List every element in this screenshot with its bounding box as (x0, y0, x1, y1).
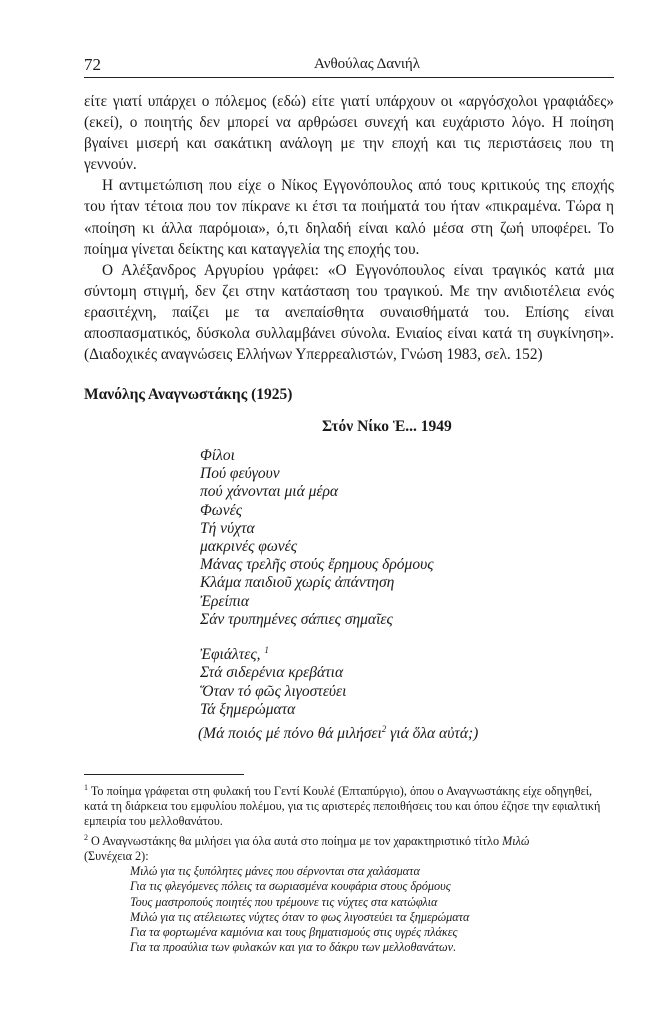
quote-line: Για τα φορτωμένα καμιόνια και τους βηματισμούς στις υγρές πλάκες (130, 924, 458, 939)
footnote-poem-title: Μιλώ (502, 833, 530, 848)
footnote-source: (Συνέχεια 2): (84, 848, 149, 863)
running-head: Ανθούλας Δανιήλ (314, 56, 421, 72)
poem-line: Φίλοι (200, 447, 235, 464)
poem-line: Τά ξημερώματα (200, 700, 296, 718)
footnote-text: Ο Αναγνωστάκης θα μιλήσει για όλα αυτά στο ποίημα με τον χαρακτηριστικό τίτλο (88, 833, 503, 848)
footnote-2 (84, 830, 614, 864)
poem-line: μακρινές φωνές (200, 538, 298, 556)
paragraph: Η αντιμετώπιση που είχε ο Νίκος Εγγονόπουλος από τους κριτικούς της εποχής του ήταν τέτοια που τον πίκρανε κι έτσι τα ποιήματά του ήταν «πικραμένα. Τώρα η «ποίηση κι άλλα παρόμοια», ό,τι δηλαδή είναι καλό μέσα στη ζωή υποφέρει. Το ποίημα γίνεται δείκτης και καταγγελία της εποχής του. (84, 177, 614, 258)
poem-stanza (200, 447, 433, 629)
footnote-quote (130, 864, 614, 955)
quote-line: Τους μαστροπούς ποιητές που τρέμουνε τις νύχτες στα κατώφλια (130, 894, 438, 909)
quote-line: Μιλώ για τις ατέλειωτες νύχτες όταν το φως λιγοστεύει τα ξημερώματα (130, 909, 470, 924)
poem-title: Στόν Νίκο Ἑ... 1949 (322, 418, 452, 435)
body-text (84, 91, 614, 365)
poem-line-text: Ἐφιάλτες, (200, 646, 261, 664)
quote-line: Μιλώ για τις ξυπόλητες μάνες που σέρνονται στα χαλάσματα (130, 864, 420, 879)
quote-line: Για τις φλεγόμενες πόλεις τα σωριασμένα κουφάρια στους δρόμους (130, 879, 451, 894)
poem-line (200, 641, 346, 664)
poem-line: πού χάνονται μιά μέρα (200, 483, 339, 501)
poem-line: Μάνας τρελῆς στούς ἔρημους δρόμους (200, 556, 434, 574)
poem-line: Στά σιδερένια κρεβάτια (200, 664, 344, 682)
poem-line: Πού φεύγουν (200, 465, 280, 483)
poem-last-line (198, 724, 478, 743)
quote-line: Για τα προαύλια των φυλακών και για το δάκρυ των μελλοθανάτων. (130, 940, 457, 955)
section-heading: Μανόλης Αναγνωστάκης (1925) (84, 386, 293, 403)
footnotes (84, 780, 614, 955)
poem-line: Φωνές (200, 501, 243, 519)
page-number: 72 (84, 55, 101, 74)
footnote-mark: 1 (84, 783, 88, 792)
paragraph: είτε γιατί υπάρχει ο πόλεμος (εδώ) είτε γιατί υπάρχουν οι «αργόσχολοι γραφιάδες» (εκεί), ο ποιητής δεν μπορεί να αρθρώσει συνεχή και ευχάριστο λόγο. Η ποίηση βγαίνει μισερή και σακάτικη ανάλογη με την εποχή και τις περιστάσεις που τη γεννούν. (84, 93, 614, 174)
footnote-mark: 2 (84, 832, 88, 842)
footnote-divider (84, 774, 244, 775)
footnote-1 (84, 780, 614, 830)
paragraph: Ο Αλέξανδρος Αργυρίου γράφει: «Ο Εγγονόπουλος είναι τραγικός κατά μια σύντομη στιγμή, δεν ζει στην κατάσταση του τραγικού. Με την ανιδιοτέλεια ενός ερασιτέχνη, παίζει με τα ανεπαίσθητα συναισθήματά του. Επίσης είναι αποσπασματικός, δύσκολα συλλαμβάνει σύνολα. Ενιαίος είναι κατά τη συγκίνηση». (Διαδοχικές αναγνώσεις Ελλήνων Υπερρεαλιστών, Γνώση 1983, σελ. 152) (84, 261, 614, 364)
footnote-ref: 1 (264, 645, 269, 655)
poem-line-text: (Μά ποιός μέ πόνο θά μιλήσει (198, 725, 382, 743)
page-header (84, 55, 614, 78)
poem-line: Ἐρείπια (200, 592, 250, 610)
poem-stanza (200, 641, 346, 719)
poem-line: Ὅταν τό φῶς λιγοστεύει (200, 682, 347, 700)
footnote-text: Το ποίημα γράφεται στη φυλακή του Γεντί Κουλέ (Επταπύργιο), όπου ο Αναγνωστάκης είχε οδηγηθεί, κατά τη διάρκεια του εμφυλίου πολέμου, για τις αριστερές πεποιθήσεις του και όπου έζησε την εφιαλτική εμπειρία του μελλοθανάτου. (84, 784, 601, 829)
poem-line: Σάν τρυπημένες σάπιες σημαῖες (200, 610, 393, 628)
poem-line: Κλάμα παιδιοῦ χωρίς ἀπάντηση (200, 574, 395, 592)
poem-line: Τή νύχτα (200, 519, 255, 537)
poem-line-text: γιά ὅλα αὐτά;) (386, 725, 479, 743)
footnote-ref: 2 (381, 724, 387, 734)
